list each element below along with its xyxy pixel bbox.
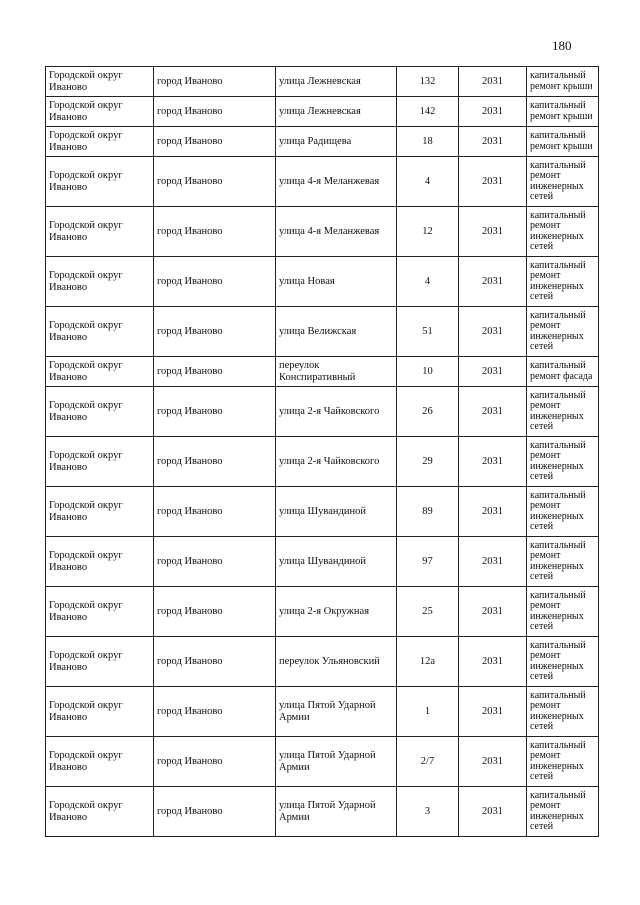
city-cell: город Иваново xyxy=(154,207,276,257)
street-cell: улица Пятой Ударной Армии xyxy=(276,737,397,787)
city-cell: город Иваново xyxy=(154,67,276,97)
house-number-cell: 4 xyxy=(397,157,459,207)
year-cell: 2031 xyxy=(459,357,527,387)
street-cell: улица Велижская xyxy=(276,307,397,357)
district-cell: Городской округ Иваново xyxy=(46,127,154,157)
table-row xyxy=(46,387,599,437)
house-number-cell: 4 xyxy=(397,257,459,307)
year-cell: 2031 xyxy=(459,587,527,637)
table-row xyxy=(46,487,599,537)
table-row xyxy=(46,637,599,687)
district-cell: Городской округ Иваново xyxy=(46,207,154,257)
district-cell: Городской округ Иваново xyxy=(46,257,154,307)
work-type-cell: капитальный ремонт инженерных сетей xyxy=(527,687,599,737)
table-row xyxy=(46,207,599,257)
year-cell: 2031 xyxy=(459,257,527,307)
year-cell: 2031 xyxy=(459,157,527,207)
house-number-cell: 51 xyxy=(397,307,459,357)
district-cell: Городской округ Иваново xyxy=(46,67,154,97)
street-cell: улица Лежневская xyxy=(276,67,397,97)
house-number-cell: 2/7 xyxy=(397,737,459,787)
city-cell: город Иваново xyxy=(154,637,276,687)
work-type-cell: капитальный ремонт инженерных сетей xyxy=(527,207,599,257)
table-row xyxy=(46,157,599,207)
page-number: 180 xyxy=(552,38,572,53)
work-type-cell: капитальный ремонт инженерных сетей xyxy=(527,737,599,787)
city-cell: город Иваново xyxy=(154,537,276,587)
district-cell: Городской округ Иваново xyxy=(46,787,154,837)
house-number-cell: 10 xyxy=(397,357,459,387)
year-cell: 2031 xyxy=(459,127,527,157)
district-cell: Городской округ Иваново xyxy=(46,637,154,687)
house-number-cell: 1 xyxy=(397,687,459,737)
city-cell: город Иваново xyxy=(154,387,276,437)
year-cell: 2031 xyxy=(459,737,527,787)
work-type-cell: капитальный ремонт крыши xyxy=(527,127,599,157)
work-type-cell: капитальный ремонт инженерных сетей xyxy=(527,437,599,487)
table-row xyxy=(46,687,599,737)
table-row xyxy=(46,587,599,637)
work-type-cell: капитальный ремонт инженерных сетей xyxy=(527,537,599,587)
city-cell: город Иваново xyxy=(154,587,276,637)
house-number-cell: 132 xyxy=(397,67,459,97)
street-cell: улица Пятой Ударной Армии xyxy=(276,787,397,837)
district-cell: Городской округ Иваново xyxy=(46,737,154,787)
house-number-cell: 3 xyxy=(397,787,459,837)
city-cell: город Иваново xyxy=(154,787,276,837)
table-body xyxy=(46,67,599,837)
house-number-cell: 89 xyxy=(397,487,459,537)
year-cell: 2031 xyxy=(459,207,527,257)
street-cell: улица 4-я Меланжевая xyxy=(276,157,397,207)
table-row xyxy=(46,307,599,357)
street-cell: улица Шувандиной xyxy=(276,487,397,537)
district-cell: Городской округ Иваново xyxy=(46,157,154,207)
house-number-cell: 18 xyxy=(397,127,459,157)
work-type-cell: капитальный ремонт инженерных сетей xyxy=(527,637,599,687)
work-type-cell: капитальный ремонт инженерных сетей xyxy=(527,387,599,437)
year-cell: 2031 xyxy=(459,97,527,127)
table-row xyxy=(46,787,599,837)
city-cell: город Иваново xyxy=(154,157,276,207)
street-cell: переулок Конспиративный xyxy=(276,357,397,387)
street-cell: улица Шувандиной xyxy=(276,537,397,587)
house-number-cell: 25 xyxy=(397,587,459,637)
city-cell: город Иваново xyxy=(154,127,276,157)
house-number-cell: 142 xyxy=(397,97,459,127)
district-cell: Городской округ Иваново xyxy=(46,357,154,387)
city-cell: город Иваново xyxy=(154,737,276,787)
house-number-cell: 97 xyxy=(397,537,459,587)
district-cell: Городской округ Иваново xyxy=(46,487,154,537)
street-cell: улица 2-я Чайковского xyxy=(276,387,397,437)
work-type-cell: капитальный ремонт инженерных сетей xyxy=(527,157,599,207)
year-cell: 2031 xyxy=(459,637,527,687)
district-cell: Городской округ Иваново xyxy=(46,587,154,637)
district-cell: Городской округ Иваново xyxy=(46,687,154,737)
street-cell: улица Новая xyxy=(276,257,397,307)
house-number-cell: 29 xyxy=(397,437,459,487)
work-type-cell: капитальный ремонт инженерных сетей xyxy=(527,787,599,837)
table-row xyxy=(46,437,599,487)
year-cell: 2031 xyxy=(459,487,527,537)
year-cell: 2031 xyxy=(459,687,527,737)
city-cell: город Иваново xyxy=(154,687,276,737)
street-cell: улица Радищева xyxy=(276,127,397,157)
year-cell: 2031 xyxy=(459,307,527,357)
year-cell: 2031 xyxy=(459,537,527,587)
work-type-cell: капитальный ремонт фасада xyxy=(527,357,599,387)
city-cell: город Иваново xyxy=(154,487,276,537)
table-row xyxy=(46,257,599,307)
work-type-cell: капитальный ремонт инженерных сетей xyxy=(527,257,599,307)
district-cell: Городской округ Иваново xyxy=(46,97,154,127)
house-number-cell: 12а xyxy=(397,637,459,687)
work-type-cell: капитальный ремонт инженерных сетей xyxy=(527,487,599,537)
district-cell: Городской округ Иваново xyxy=(46,537,154,587)
table-row xyxy=(46,67,599,97)
table-row xyxy=(46,737,599,787)
work-type-cell: капитальный ремонт инженерных сетей xyxy=(527,307,599,357)
house-number-cell: 26 xyxy=(397,387,459,437)
table-row xyxy=(46,537,599,587)
street-cell: улица 2-я Чайковского xyxy=(276,437,397,487)
city-cell: город Иваново xyxy=(154,257,276,307)
street-cell: улица Лежневская xyxy=(276,97,397,127)
street-cell: переулок Ульяновский xyxy=(276,637,397,687)
table-row xyxy=(46,357,599,387)
city-cell: город Иваново xyxy=(154,307,276,357)
district-cell: Городской округ Иваново xyxy=(46,307,154,357)
street-cell: улица 2-я Окружная xyxy=(276,587,397,637)
house-number-cell: 12 xyxy=(397,207,459,257)
city-cell: город Иваново xyxy=(154,97,276,127)
year-cell: 2031 xyxy=(459,787,527,837)
street-cell: улица 4-я Меланжевая xyxy=(276,207,397,257)
repair-schedule-table xyxy=(45,66,599,837)
year-cell: 2031 xyxy=(459,67,527,97)
district-cell: Городской округ Иваново xyxy=(46,387,154,437)
work-type-cell: капитальный ремонт крыши xyxy=(527,67,599,97)
table-row xyxy=(46,127,599,157)
street-cell: улица Пятой Ударной Армии xyxy=(276,687,397,737)
year-cell: 2031 xyxy=(459,387,527,437)
district-cell: Городской округ Иваново xyxy=(46,437,154,487)
table-row xyxy=(46,97,599,127)
year-cell: 2031 xyxy=(459,437,527,487)
work-type-cell: капитальный ремонт крыши xyxy=(527,97,599,127)
city-cell: город Иваново xyxy=(154,357,276,387)
work-type-cell: капитальный ремонт инженерных сетей xyxy=(527,587,599,637)
city-cell: город Иваново xyxy=(154,437,276,487)
